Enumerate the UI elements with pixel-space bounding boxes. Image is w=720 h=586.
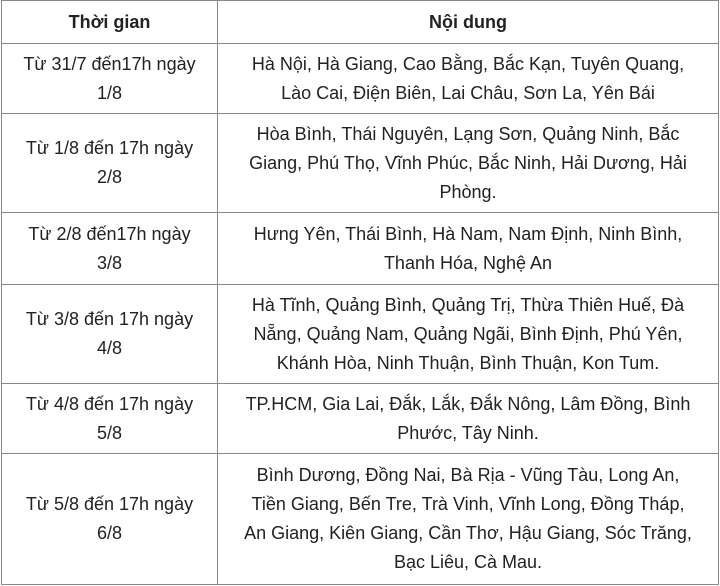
time-cell-line: Từ 5/8 đến 17h ngày	[25, 494, 194, 514]
table-row	[2, 44, 719, 114]
time-cell	[2, 44, 218, 114]
table-row	[2, 454, 719, 585]
content-cell-line: Phòng.	[439, 181, 497, 202]
content-cell-line: Nẵng, Quảng Nam, Quảng Ngãi, Bình Định, Phú Yên,	[253, 323, 683, 344]
time-cell	[2, 454, 218, 585]
content-cell-line: Hà Tĩnh, Quảng Bình, Quảng Trị, Thừa Thiên Huế, Đà	[251, 294, 685, 315]
time-cell-line: Từ 2/8 đến17h ngày	[28, 223, 191, 244]
content-cell-line: Tiền Giang, Bến Tre, Trà Vinh, Vĩnh Long, Đồng Tháp,	[251, 494, 685, 514]
time-cell	[2, 213, 218, 285]
header-row	[2, 1, 719, 44]
content-cell	[218, 384, 719, 454]
content-cell	[218, 454, 719, 585]
content-cell-line: An Giang, Kiên Giang, Cần Thơ, Hậu Giang, Sóc Trăng,	[244, 523, 692, 543]
content-cell-line: Hưng Yên, Thái Bình, Hà Nam, Nam Định, Ninh Bình,	[253, 223, 683, 244]
time-cell-line: Từ 1/8 đến 17h ngày	[25, 138, 194, 158]
content-cell	[218, 44, 719, 114]
time-cell-line: 3/8	[96, 252, 123, 273]
table-row	[2, 213, 719, 285]
header-content: Nội dung	[218, 1, 719, 44]
content-cell-line: Phước, Tây Ninh.	[397, 422, 539, 443]
content-cell	[218, 285, 719, 384]
table-row	[2, 384, 719, 454]
content-cell	[218, 114, 719, 213]
time-cell	[2, 384, 218, 454]
time-cell-line: 2/8	[96, 167, 123, 187]
content-cell-line: Bạc Liêu, Cà Mau.	[393, 552, 543, 572]
content-cell-line: Hòa Bình, Thái Nguyên, Lạng Sơn, Quảng Ninh, Bắc	[256, 123, 680, 144]
content-cell-line: Hà Nội, Hà Giang, Cao Bằng, Bắc Kạn, Tuyên Quang,	[251, 53, 685, 74]
time-cell	[2, 114, 218, 213]
schedule-table	[1, 0, 719, 585]
content-cell-line: Bình Dương, Đồng Nai, Bà Rịa - Vũng Tàu, Long An,	[256, 465, 680, 485]
content-cell-line: Lào Cai, Điện Biên, Lai Châu, Sơn La, Yên Bái	[281, 82, 655, 103]
time-cell-line: Từ 31/7 đến17h ngày	[23, 53, 196, 74]
table-row	[2, 114, 719, 213]
time-cell-line: 1/8	[96, 82, 123, 103]
time-cell-line: 4/8	[96, 338, 123, 358]
header-time: Thời gian	[2, 1, 218, 44]
time-cell	[2, 285, 218, 384]
content-cell-line: Giang, Phú Thọ, Vĩnh Phúc, Bắc Ninh, Hải Dương, Hải	[249, 152, 687, 173]
content-cell-line: Thanh Hóa, Nghệ An	[383, 252, 553, 273]
time-cell-line: Từ 3/8 đến 17h ngày	[25, 309, 194, 329]
content-cell-line: TP.HCM, Gia Lai, Đắk, Lắk, Đắk Nông, Lâm Đồng, Bình	[245, 393, 691, 414]
content-cell	[218, 213, 719, 285]
time-cell-line: 5/8	[96, 422, 123, 443]
table-row	[2, 285, 719, 384]
time-cell-line: 6/8	[96, 523, 123, 543]
time-cell-line: Từ 4/8 đến 17h ngày	[25, 393, 194, 414]
content-cell-line: Khánh Hòa, Ninh Thuận, Bình Thuận, Kon Tum.	[276, 352, 660, 373]
